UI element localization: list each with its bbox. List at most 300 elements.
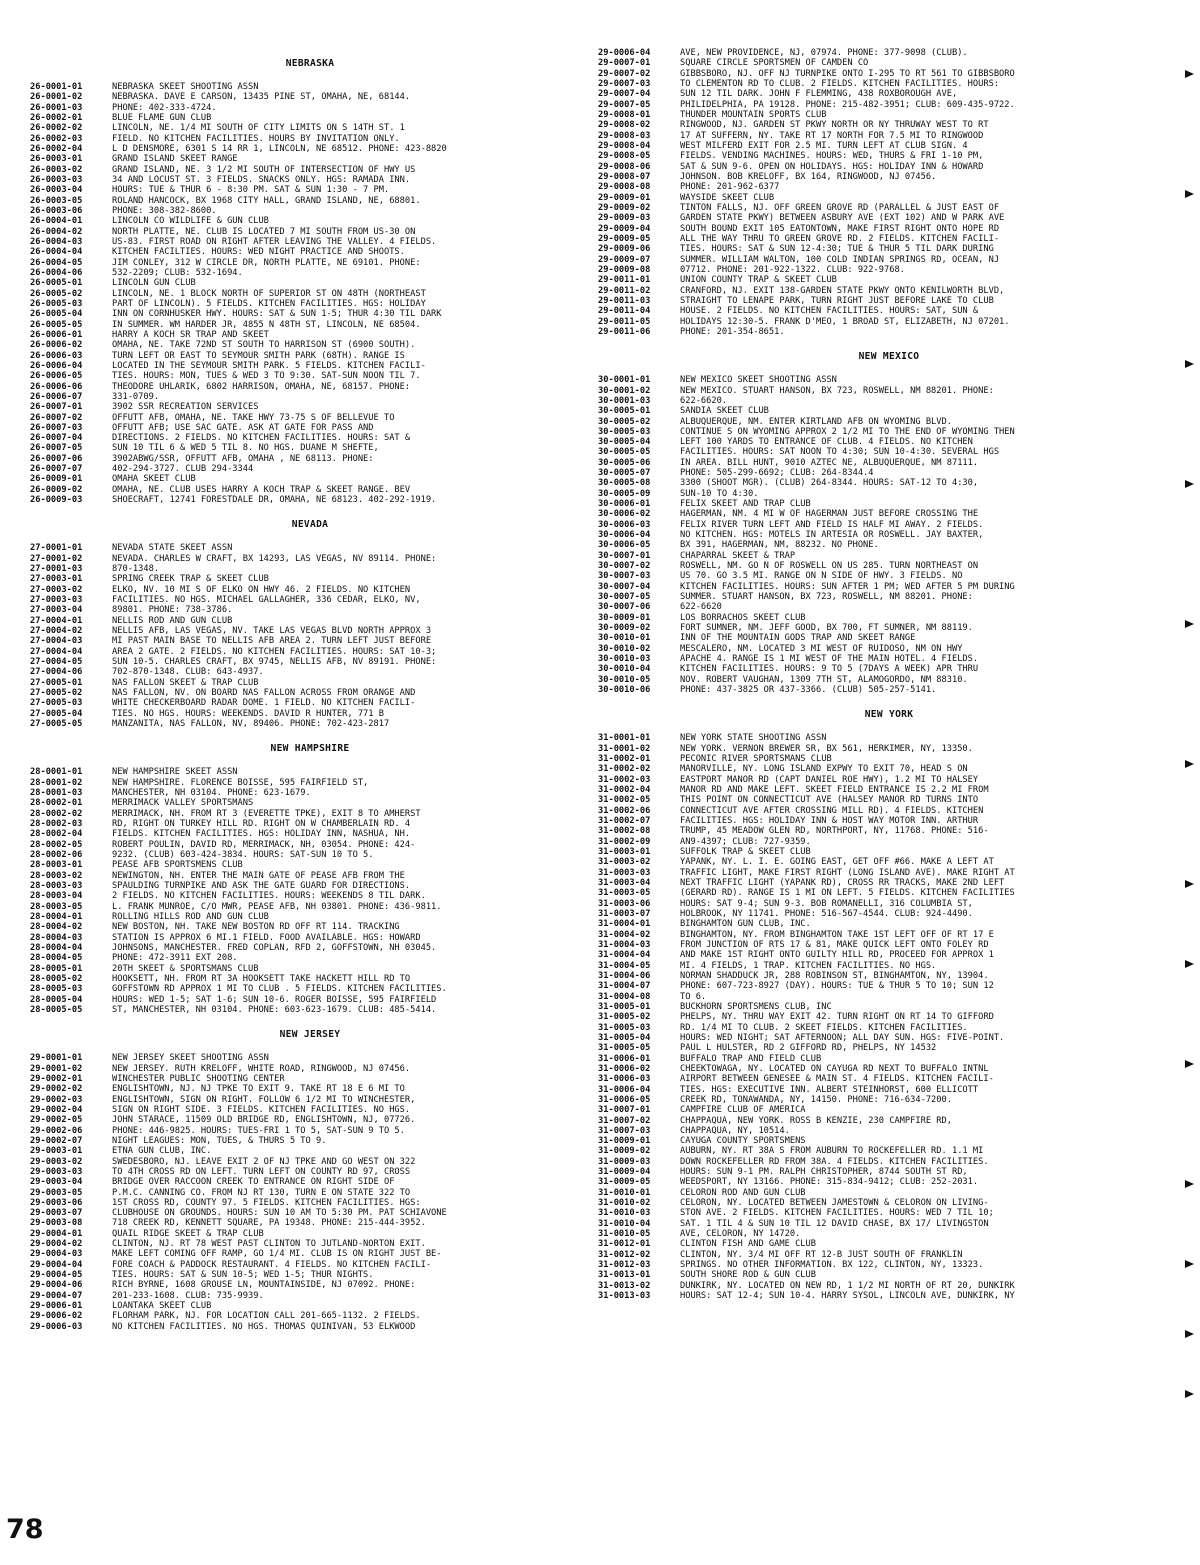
listing-code: 26-0004-06 (30, 267, 83, 278)
listing-code: 31-0012-01 (598, 1239, 651, 1250)
listing-text: ROLAND HANCOCK, BX 1968 CITY HALL, GRAND ISLAND, NE, 68801. (112, 195, 421, 206)
listing-code: 30-0007-01 (598, 550, 651, 561)
listing-text: ELKO, NV. 10 MI S OF ELKO ON HWY 46. 2 FIELDS. NO KITCHEN (112, 584, 411, 595)
listing-text: SPRING CREEK TRAP & SKEET CLUB (112, 574, 269, 585)
listing-text: NEVADA. CHARLES W CRAFT, BX 14293, LAS VEGAS, NV 89114. PHONE: (112, 553, 437, 564)
listing-line (30, 1291, 590, 1301)
listing-text: NEW YORK STATE SHOOTING ASSN (680, 733, 827, 744)
listing-code: 29-0008-04 (598, 140, 651, 151)
listing-text: SQUARE CIRCLE SPORTSMEN OF CAMDEN CO (680, 58, 869, 69)
listing-code: 27-0004-03 (30, 636, 83, 647)
listing-code: 30-0001-03 (598, 395, 651, 406)
listing-text: NEXT TRAFFIC LIGHT (YAPANK RD), CROSS RR TRACKS, MAKE 2ND LEFT (680, 877, 1005, 888)
listing-code: 26-0005-05 (30, 319, 83, 330)
listing-line (598, 592, 1180, 602)
listing-code: 31-0004-06 (598, 970, 651, 981)
listing-text: AND MAKE 1ST RIGHT ONTO GUILTY HILL RD, PROCEED FOR APPROX 1 (680, 950, 994, 961)
listing-text: CLINTON, NY. 3/4 MI OFF RT 12-B JUST SOUTH OF FRANKLIN (680, 1249, 963, 1260)
listing-line (598, 234, 1180, 244)
listing-text: LINCOLN CO WILDLIFE & GUN CLUB (112, 216, 269, 227)
listing-code: 29-0009-05 (598, 233, 651, 244)
listing-line (598, 1250, 1180, 1260)
listing-text: SUMMER. STUART HANSON, BX 723, ROSWELL, NM 88201. PHONE: (680, 592, 973, 603)
margin-arrow-icon (1185, 1390, 1194, 1398)
listing-code: 26-0001-01 (30, 82, 83, 92)
listing-code: 27-0004-04 (30, 646, 83, 657)
listing-line (30, 1188, 590, 1198)
listing-line (30, 829, 590, 839)
listing-line (30, 554, 590, 564)
listing-line (30, 1167, 590, 1177)
listing-line (30, 1146, 590, 1156)
listing-code: 29-0002-05 (30, 1115, 83, 1126)
listing-text: CLINTON FISH AND GAME CLUB (680, 1239, 816, 1250)
listing-line (598, 1136, 1180, 1146)
listing-line (598, 468, 1180, 478)
listing-text: US-83. FIRST ROAD ON RIGHT AFTER LEAVING THE VALLEY. 4 FIELDS. (112, 236, 437, 247)
listing-code: 30-0005-07 (598, 468, 651, 479)
listing-text: HOUSE. 2 FIELDS. NO KITCHEN FACILITIES. HOURS: SAT, SUN & (680, 306, 979, 317)
listing-code: 31-0002-03 (598, 774, 651, 785)
listing-text: 622-6620. (680, 395, 728, 406)
listing-line (598, 1126, 1180, 1136)
listing-line (598, 816, 1180, 826)
listing-code: 28-0002-01 (30, 798, 83, 809)
listing-text: CAMPFIRE CLUB OF AMERICA (680, 1105, 806, 1116)
listing-line (598, 151, 1180, 161)
listing-code: 28-0001-02 (30, 777, 83, 788)
margin-arrow-icon (1185, 880, 1194, 888)
listing-line (598, 1002, 1180, 1012)
listing-text: NEW MEXICO SKEET SHOOTING ASSN (680, 375, 837, 386)
listing-text: NOV. ROBERT VAUGHAN, 1309 7TH ST, ALAMOGORDO, NM 88310. (680, 674, 968, 685)
listing-code: 29-0008-05 (598, 151, 651, 162)
listing-code: 31-0006-02 (598, 1063, 651, 1074)
listing-code: 26-0003-01 (30, 154, 83, 165)
margin-arrow-icon (1185, 70, 1194, 78)
listing-code: 27-0004-02 (30, 626, 83, 637)
listing-code: 28-0005-04 (30, 994, 83, 1005)
listing-line (598, 733, 1180, 743)
listing-line (598, 1064, 1180, 1074)
listing-line (598, 213, 1180, 223)
listing-line (30, 196, 590, 206)
listing-line (30, 667, 590, 677)
listing-code: 26-0003-03 (30, 174, 83, 185)
listing-text: TO CLEMENTON RD TO CLUB. 2 FIELDS. KITCHEN FACILITIES. HOURS: (680, 78, 1000, 89)
listing-text: AVE, NEW PROVIDENCE, NJ, 07974. PHONE: 377-9098 (CLUB). (680, 48, 968, 58)
listing-text: IN SUMMER. WM HARDER JR, 4855 N 48TH ST, LINCOLN, NE 68504. (112, 319, 421, 330)
listing-line (598, 930, 1180, 940)
listing-text: DIRECTIONS. 2 FIELDS. NO KITCHEN FACILITIES. HOURS: SAT & (112, 433, 411, 444)
listing-text: TINTON FALLS, NJ. OFF GREEN GROVE RD (PARALLEL & JUST EAST OF (680, 202, 1000, 213)
listing-text: 20TH SKEET & SPORTSMANS CLUB (112, 963, 259, 974)
listing-line (30, 922, 590, 932)
listing-line (30, 964, 590, 974)
listing-text: NO KITCHEN. HGS: MOTELS IN ARTESIA OR ROSWELL. JAY BAXTER, (680, 530, 984, 541)
listing-code: 29-0004-01 (30, 1228, 83, 1239)
listing-line (598, 613, 1180, 623)
listing-text: MANORVILLE, NY. LONG ISLAND EXPWY TO EXIT 70, HEAD S ON (680, 764, 968, 775)
listing-line (30, 698, 590, 708)
listing-line (30, 574, 590, 584)
listing-line (598, 571, 1180, 581)
listing-line (598, 764, 1180, 774)
listing-code: 31-0010-01 (598, 1187, 651, 1198)
listing-line (598, 1157, 1180, 1167)
listing-text: FACILITIES. HGS: HOLIDAY INN & HOST WAY MOTOR INN. ARTHUR (680, 815, 979, 826)
listing-line (598, 837, 1180, 847)
margin-arrow-icon (1185, 1260, 1194, 1268)
listing-line (598, 162, 1180, 172)
listing-line (30, 1157, 590, 1167)
listing-text: LOANTAKA SKEET CLUB (112, 1301, 212, 1312)
listing-text: SUN-10 TO 4:30. (680, 488, 759, 499)
listing-line (30, 647, 590, 657)
listing-code: 30-0007-04 (598, 581, 651, 592)
listing-code: 27-0003-03 (30, 595, 83, 606)
listing-text: AIRPORT BETWEEN GENESEE & MAIN ST. 4 FIELDS. KITCHEN FACILI- (680, 1074, 994, 1085)
listing-code: 27-0005-03 (30, 698, 83, 709)
listing-text: 702-870-1348. CLUB: 643-4937. (112, 667, 264, 678)
listing-code: 29-0011-03 (598, 295, 651, 306)
listing-code: 30-0005-03 (598, 426, 651, 437)
listing-code: 29-0002-03 (30, 1094, 83, 1105)
listing-code: 30-0007-06 (598, 602, 651, 613)
listing-code: 30-0009-01 (598, 612, 651, 623)
listing-text: ENGLISHTOWN, NJ. NJ TPKE TO EXIT 9. TAKE RT 18 E 6 MI TO (112, 1084, 405, 1095)
listing-code: 26-0007-05 (30, 443, 83, 454)
listing-line (30, 871, 590, 881)
listing-code: 31-0013-01 (598, 1270, 651, 1281)
listing-code: 27-0005-01 (30, 677, 83, 688)
listing-line (30, 134, 590, 144)
margin-arrow-icon (1185, 1060, 1194, 1068)
listing-code: 31-0001-01 (598, 733, 651, 744)
listing-line (598, 530, 1180, 540)
listing-line (598, 1043, 1180, 1053)
listing-code: 31-0009-05 (598, 1177, 651, 1188)
listing-text: NO KITCHEN FACILITIES. NO HGS. THOMAS QUINIVAN, 53 ELKWOOD (112, 1321, 416, 1332)
listing-text: MANZANITA, NAS FALLON, NV, 89406. PHONE: 702-423-2817 (112, 719, 390, 730)
listing-text: NEW HAMPSHIRE. FLORENCE BOISSE, 595 FAIRFIELD ST, (112, 777, 369, 788)
listing-line (598, 100, 1180, 110)
listing-line (30, 1270, 590, 1280)
listing-text: 532-2209; CLUB: 532-1694. (112, 267, 243, 278)
listing-line (30, 175, 590, 185)
listing-text: SOUTH SHORE ROD & GUN CLUB (680, 1270, 816, 1281)
listing-code: 31-0005-02 (598, 1012, 651, 1023)
listing-text: PHONE: 446-9825. HOURS: TUES-FRI 1 TO 5, SAT-SUN 9 TO 5. (112, 1125, 405, 1136)
listing-code: 29-0003-05 (30, 1187, 83, 1198)
listing-line (30, 1136, 590, 1146)
listing-line (30, 912, 590, 922)
listing-line (30, 443, 590, 453)
listing-code: 31-0005-05 (598, 1043, 651, 1054)
listing-code: 29-0004-02 (30, 1239, 83, 1250)
listing-text: 17 AT SUFFERN, NY. TAKE RT 17 NORTH FOR 7.5 MI TO RINGWOOD (680, 130, 984, 141)
listing-text: PHONE: 201-354-8651. (680, 326, 785, 337)
listing-line (30, 688, 590, 698)
listing-code: 31-0003-03 (598, 867, 651, 878)
listing-line (598, 857, 1180, 867)
listing-code: 27-0005-05 (30, 719, 83, 730)
listing-code: 27-0004-05 (30, 657, 83, 668)
listing-line (598, 306, 1180, 316)
listing-text: ENGLISHTOWN, SIGN ON RIGHT. FOLLOW 6 1/2 MI TO WINCHESTER, (112, 1094, 416, 1105)
listing-line (598, 644, 1180, 654)
listing-text: TRAFFIC LIGHT, MAKE FIRST RIGHT (LONG ISLAND AVE). MAKE RIGHT AT (680, 867, 1015, 878)
listing-code: 30-0006-03 (598, 519, 651, 530)
listing-line (30, 585, 590, 595)
listing-text: CONNECTICUT AVE AFTER CROSSING MILL RD). 4 FIELDS. KITCHEN (680, 805, 984, 816)
margin-arrow-icon (1185, 760, 1194, 768)
listing-code: 31-0007-01 (598, 1105, 651, 1116)
listing-text: NAS FALLON SKEET & TRAP CLUB (112, 677, 259, 688)
listing-line (30, 402, 590, 412)
listing-text: HOURS: WED 1-5; SAT 1-6; SUN 10-6. ROGER BOISSE, 595 FAIRFIELD (112, 994, 437, 1005)
margin-arrow-icon (1185, 960, 1194, 968)
listing-code: 28-0005-02 (30, 973, 83, 984)
listing-code: 26-0002-03 (30, 133, 83, 144)
listing-text: 870-1348. (112, 564, 160, 575)
listing-text: LOCATED IN THE SEYMOUR SMITH PARK. 5 FIELDS. KITCHEN FACILI- (112, 360, 426, 371)
listing-code: 30-0005-02 (598, 416, 651, 427)
listing-code: 29-0008-07 (598, 171, 651, 182)
listing-code: 31-0003-05 (598, 888, 651, 899)
listing-line (30, 464, 590, 474)
listing-line (30, 1280, 590, 1290)
listing-code: 29-0008-03 (598, 130, 651, 141)
listing-code: 31-0010-04 (598, 1218, 651, 1229)
listing-text: KITCHEN FACILITIES. HOURS: SUN AFTER 1 PM; WED AFTER 5 PM DURING (680, 581, 1015, 592)
listing-text: AVE, CELORON, NY 14720. (680, 1229, 801, 1240)
listing-code: 27-0003-02 (30, 584, 83, 595)
listing-line (30, 1177, 590, 1187)
listing-code: 29-0007-03 (598, 78, 651, 89)
listing-text: SUN 12 TIL DARK. JOHN F FLEMMING, 438 ROXBOROUGH AVE, (680, 89, 958, 100)
listing-line (598, 1239, 1180, 1249)
listing-text: OFFUTT AFB, OMAHA, NE. TAKE HWY 73-75 S OF BELLEVUE TO (112, 412, 395, 423)
listing-code: 28-0004-01 (30, 911, 83, 922)
listing-line (30, 289, 590, 299)
listing-code: 26-0009-01 (30, 474, 83, 485)
listing-code: 31-0002-07 (598, 815, 651, 826)
listing-code: 31-0010-05 (598, 1229, 651, 1240)
listing-text: SUMMER. WILLIAM WALTON, 100 COLD INDIAN SPRINGS RD, OCEAN, NJ (680, 254, 1000, 265)
listing-code: 29-0004-07 (30, 1290, 83, 1301)
listing-text: TIES. NO HGS. HOURS: WEEKENDS. DAVID R HUNTER, 771 B (112, 708, 384, 719)
listing-line (598, 1095, 1180, 1105)
listing-text: NELLIS AFB, LAS VEGAS, NV. TAKE LAS VEGAS BLVD NORTH APPROX 3 (112, 626, 432, 637)
listing-code: 31-0002-09 (598, 836, 651, 847)
listing-code: 28-0003-02 (30, 870, 83, 881)
listing-text: RICH BYRNE, 1608 GROUSE LN, MOUNTAINSIDE, NJ 07092. PHONE: (112, 1280, 416, 1291)
listing-line (30, 605, 590, 615)
listing-code: 27-0001-03 (30, 564, 83, 575)
listing-line (30, 1239, 590, 1249)
listing-code: 26-0002-02 (30, 123, 83, 134)
listing-text: PECONIC RIVER SPORTSMANS CLUB (680, 754, 832, 765)
listing-code: 26-0005-01 (30, 278, 83, 289)
listing-code: 29-0003-08 (30, 1218, 83, 1229)
listing-text: HOURS: SAT 9-4; SUN 9-3. BOB ROMANELLI, 316 COLUMBIA ST, (680, 898, 973, 909)
listing-line (30, 984, 590, 994)
listing-line (598, 499, 1180, 509)
listing-line (30, 798, 590, 808)
listing-text: CLINTON, NJ. RT 78 WEST PAST CLINTON TO JUTLAND-NORTON EXIT. (112, 1239, 426, 1250)
listing-line (598, 1054, 1180, 1064)
listing-code: 28-0004-04 (30, 942, 83, 953)
listing-text: ROSWELL, NM. GO N OF ROSWELL ON US 285. TURN NORTHEAST ON (680, 561, 979, 572)
listing-text: PHONE: 402-333-4724. (112, 102, 217, 113)
listing-line (598, 1012, 1180, 1022)
listing-line (30, 891, 590, 901)
listing-code: 28-0004-03 (30, 932, 83, 943)
listing-code: 26-0006-03 (30, 350, 83, 361)
listing-line (598, 417, 1180, 427)
listing-line (598, 89, 1180, 99)
listing-text: CELORON ROD AND GUN CLUB (680, 1187, 806, 1198)
listing-code: 29-0003-07 (30, 1208, 83, 1219)
listing-code: 29-0006-01 (30, 1301, 83, 1312)
listing-line (598, 775, 1180, 785)
listing-line (30, 767, 590, 777)
listing-code: 28-0002-03 (30, 819, 83, 829)
margin-marks (1180, 60, 1200, 1440)
listing-line (598, 981, 1180, 991)
listing-text: PHONE: 437-3825 OR 437-3366. (CLUB) 505-257-5141. (680, 685, 937, 696)
listing-line (598, 633, 1180, 643)
margin-arrow-icon (1185, 1180, 1194, 1188)
listing-text: 331-0709. (112, 391, 160, 402)
listing-text: WAYSIDE SKEET CLUB (680, 192, 775, 203)
listing-code: 26-0006-05 (30, 371, 83, 382)
listing-line (30, 788, 590, 798)
listing-text: HOURS: WED NIGHT; SAT AFTERNOON; ALL DAY SUN. HGS: FIVE-POINT. (680, 1032, 1005, 1043)
listing-code: 31-0001-02 (598, 743, 651, 754)
listing-line (598, 1270, 1180, 1280)
listing-code: 26-0007-04 (30, 433, 83, 444)
listing-code: 30-0006-04 (598, 530, 651, 541)
listing-code: 26-0003-02 (30, 164, 83, 175)
listing-line (30, 1249, 590, 1259)
listing-line (30, 1301, 590, 1311)
listing-line (598, 1208, 1180, 1218)
listing-code: 31-0004-04 (598, 950, 651, 961)
listing-code: 29-0008-06 (598, 161, 651, 172)
listing-text: 3902ABWG/SSR, OFFUTT AFB, OMAHA , NE 68113. PHONE: (112, 453, 374, 464)
listing-code: 31-0005-03 (598, 1022, 651, 1033)
listing-line (598, 317, 1180, 327)
listing-code: 28-0005-01 (30, 963, 83, 974)
listing-code: 31-0004-02 (598, 929, 651, 940)
listing-text: INN OF THE MOUNTAIN GODS TRAP AND SKEET RANGE (680, 633, 916, 644)
listing-text: WHITE CHECKERBOARD RADAR DOME. 1 FIELD. NO KITCHEN FACILI- (112, 698, 416, 709)
listing-text: WEEDSPORT, NY 13166. PHONE: 315-834-9412; CLUB: 252-2031. (680, 1177, 979, 1188)
listing-text: EASTPORT MANOR RD (CAPT DANIEL ROE HWY), 1.2 MI TO HALSEY (680, 774, 979, 785)
listing-line (30, 309, 590, 319)
listing-code: 29-0001-02 (30, 1063, 83, 1074)
listing-line (598, 489, 1180, 499)
listing-text: SIGN ON RIGHT SIDE. 3 FIELDS. KITCHEN FACILITIES. NO HGS. (112, 1104, 411, 1115)
listing-line (598, 950, 1180, 960)
listing-code: 26-0002-01 (30, 112, 83, 123)
listing-line (598, 447, 1180, 457)
margin-arrow-icon (1185, 360, 1194, 368)
listing-text: 201-233-1608. CLUB: 735-9939. (112, 1290, 264, 1301)
listing-line (30, 361, 590, 371)
listing-text: 3300 (SHOOT MGR). (CLUB) 264-8344. HOURS: SAT-12 TO 4:30, (680, 478, 979, 489)
listing-code: 31-0002-05 (598, 795, 651, 806)
listing-code: 26-0003-06 (30, 205, 83, 216)
listing-text: SHOECRAFT, 12741 FORESTDALE DR, OMAHA, NE 68123. 402-292-1919. (112, 495, 437, 506)
listing-line (30, 1095, 590, 1105)
listing-line (598, 847, 1180, 857)
listing-line (598, 940, 1180, 950)
listing-text: BINGHAMTON, NY. FROM BINGHAMTON TAKE 1ST LEFT OFF OF RT 17 E (680, 929, 994, 940)
listing-code: 31-0002-04 (598, 785, 651, 795)
listing-line (30, 974, 590, 984)
listing-text: PHONE: 201-962-6377 (680, 182, 780, 193)
listing-text: PHONE: 472-3911 EXT 208. (112, 953, 238, 964)
listing-line (598, 1291, 1180, 1301)
listing-line (598, 785, 1180, 795)
listing-text: WINCHESTER PUBLIC SHOOTING CENTER (112, 1073, 285, 1084)
listing-code: 29-0004-06 (30, 1280, 83, 1291)
listing-code: 30-0005-08 (598, 478, 651, 489)
page-number: 78 (6, 1514, 44, 1545)
listing-code: 31-0009-03 (598, 1156, 651, 1167)
listing-text: TO 4TH CROSS RD ON LEFT. TURN LEFT ON COUNTY RD 97, CROSS (112, 1166, 411, 1177)
listing-text: TIES. HOURS: SAT & SUN 12-4:30; TUE & THUR 5 TIL DARK DURING (680, 244, 994, 255)
listing-code: 28-0002-05 (30, 839, 83, 850)
listing-code: 31-0003-01 (598, 846, 651, 857)
listing-text: MANCHESTER, NH 03104. PHONE: 623-1679. (112, 788, 311, 799)
listing-line (598, 795, 1180, 805)
listing-line (30, 1260, 590, 1270)
listing-code: 29-0002-07 (30, 1135, 83, 1146)
listing-line (598, 1229, 1180, 1239)
listing-line (598, 120, 1180, 130)
listing-line (598, 478, 1180, 488)
listing-text: MANOR RD AND MAKE LEFT. SKEET FIELD ENTRANCE IS 2.2 MI FROM (680, 785, 989, 795)
listing-text: UNION COUNTY TRAP & SKEET CLUB (680, 275, 837, 286)
listing-line (598, 971, 1180, 981)
listing-code: 28-0005-05 (30, 1004, 83, 1015)
listing-text: PHONE: 505-299-6692; CLUB: 264-8344.4 (680, 468, 874, 479)
listing-line (30, 626, 590, 636)
listing-line (30, 474, 590, 484)
listing-text: NEW HAMPSHIRE SKEET ASSN (112, 767, 238, 778)
listing-line (598, 79, 1180, 89)
listing-line (30, 154, 590, 164)
listing-text: AREA 2 GATE. 2 FIELDS. NO KITCHEN FACILITIES. HOURS: SAT 10-3; (112, 646, 437, 657)
listing-text: SUFFOLK TRAP & SKEET CLUB (680, 846, 811, 857)
listing-text: 9232. (CLUB) 603-424-3834. HOURS: SAT-SUN 10 TO 5. (112, 849, 374, 860)
listing-line (30, 840, 590, 850)
listing-line (598, 244, 1180, 254)
listing-code: 27-0005-02 (30, 688, 83, 699)
listing-text: CLUBHOUSE ON GROUNDS. HOURS: SUN 10 AM TO 5:30 PM. PAT SCHIAVONE (112, 1208, 447, 1219)
listing-line (598, 286, 1180, 296)
listing-code: 28-0005-03 (30, 984, 83, 995)
listing-text: INN ON CORNHUSKER HWY. HOURS: SAT & SUN 1-5; THUR 4:30 TIL DARK (112, 309, 442, 320)
listing-code: 30-0010-06 (598, 685, 651, 696)
listing-text: HOOKSETT, NH. FROM RT 3A HOOKSETT TAKE HACKETT HILL RD TO (112, 973, 411, 984)
listing-line (598, 685, 1180, 695)
listing-line (598, 458, 1180, 468)
